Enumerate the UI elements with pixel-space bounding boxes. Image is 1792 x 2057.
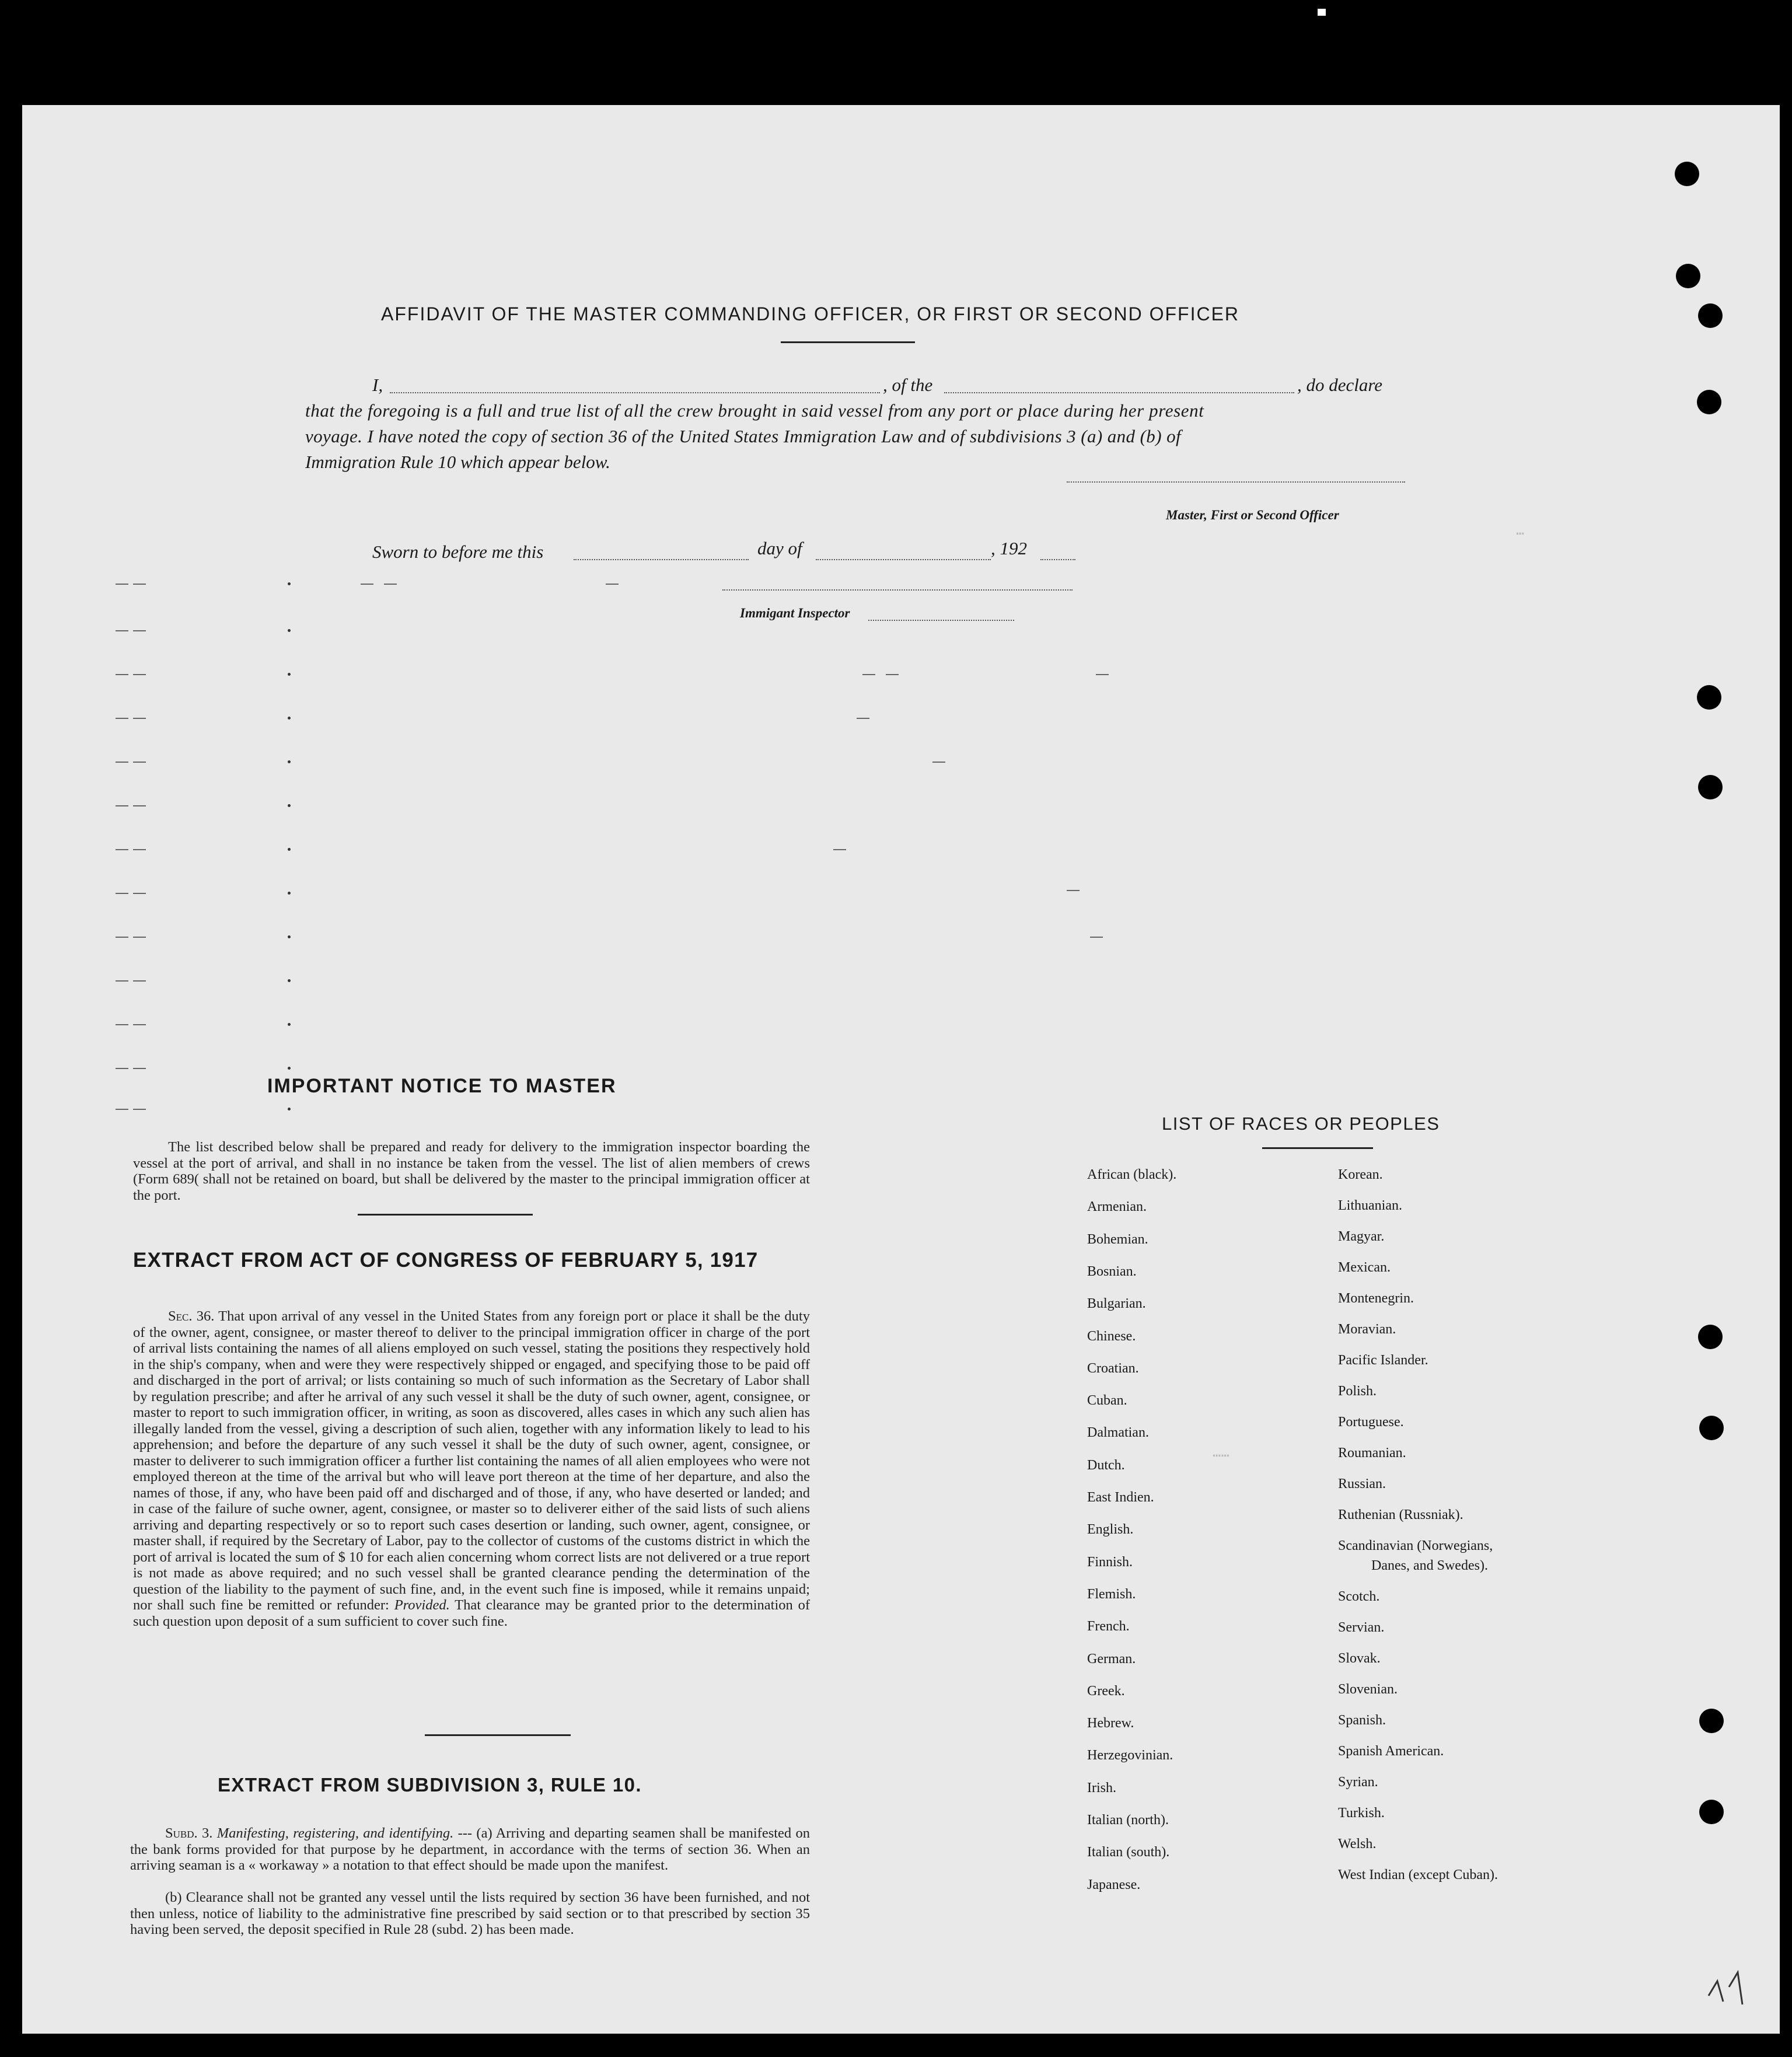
binder-hole bbox=[1698, 775, 1723, 799]
race-item: Japanese. bbox=[1087, 1877, 1141, 1892]
race-item: Portuguese. bbox=[1338, 1415, 1404, 1430]
notice-divider bbox=[358, 1214, 533, 1216]
race-item: Roumanian. bbox=[1338, 1445, 1406, 1461]
affidavit-i: I, bbox=[372, 375, 383, 395]
name-blank[interactable] bbox=[390, 392, 880, 393]
row-dot bbox=[288, 804, 291, 807]
race-item: Greek. bbox=[1087, 1683, 1125, 1699]
row-dash bbox=[116, 674, 128, 675]
race-item: Mexican. bbox=[1338, 1260, 1391, 1275]
row-dash bbox=[133, 805, 146, 806]
row-dot bbox=[288, 935, 291, 938]
race-item: French. bbox=[1087, 1619, 1130, 1635]
row-dash bbox=[1096, 674, 1109, 675]
race-item: Cuban. bbox=[1087, 1393, 1127, 1409]
race-item: East Indien. bbox=[1087, 1490, 1154, 1505]
row-dash bbox=[133, 630, 146, 631]
row-dash bbox=[133, 893, 146, 894]
row-dash bbox=[116, 893, 128, 894]
act-divider bbox=[425, 1734, 571, 1736]
title-underline bbox=[781, 341, 915, 343]
row-dash bbox=[886, 674, 899, 675]
row-dash bbox=[862, 674, 875, 675]
race-item: Korean. bbox=[1338, 1167, 1383, 1182]
row-dash bbox=[133, 1024, 146, 1025]
row-dash bbox=[116, 1109, 128, 1110]
binder-hole bbox=[1699, 1800, 1724, 1824]
rule-para-b: (b) Clearance shall not be granted any vessel until the lists required by section 36 have been furnished, and not then unless, notice of liability to the administrative fine prescribed by said section or to that prescribed by section 35 having been served, the deposit specified in Rule 28 (subd. 2) has been made. bbox=[130, 1890, 810, 1937]
binder-hole bbox=[1698, 303, 1723, 328]
race-item: Slovenian. bbox=[1338, 1682, 1398, 1697]
race-item: Chinese. bbox=[1087, 1328, 1136, 1344]
race-item: Moravian. bbox=[1338, 1322, 1396, 1337]
row-dot bbox=[288, 1067, 291, 1070]
row-dash bbox=[133, 718, 146, 719]
race-item: African (black). bbox=[1087, 1167, 1177, 1182]
race-item: Scotch. bbox=[1338, 1589, 1380, 1604]
rule-para-a bbox=[130, 1825, 810, 1874]
rule-subd-italic: Manifesting, registering, and identifying. bbox=[216, 1825, 454, 1841]
row-dash bbox=[116, 805, 128, 806]
race-item: English. bbox=[1087, 1522, 1134, 1538]
race-item: West Indian (except Cuban). bbox=[1338, 1867, 1498, 1883]
race-item: Russian. bbox=[1338, 1476, 1386, 1492]
row-dash bbox=[116, 630, 128, 631]
binder-hole bbox=[1676, 264, 1700, 288]
race-item: Bohemian. bbox=[1087, 1231, 1148, 1247]
binder-hole bbox=[1697, 685, 1721, 710]
race-item: Finnish. bbox=[1087, 1554, 1133, 1570]
race-item: Servian. bbox=[1338, 1620, 1385, 1635]
race-item: Spanish American. bbox=[1338, 1744, 1444, 1759]
signature-line[interactable] bbox=[1067, 481, 1405, 483]
rule-para-a-text: --- (a) Arriving and departing seamen shall be manifested on the bank forms provided for that purpose by he department, in accordance with the terms of section 36. When an arriving seaman is a « workaway » a notation to that effect should be made upon the manifest. bbox=[130, 1825, 811, 1873]
row-dash bbox=[361, 584, 373, 585]
race-item: Irish. bbox=[1087, 1780, 1116, 1796]
rule-subd-label: Subd. 3. bbox=[165, 1825, 213, 1841]
act-text-end: That clearance may be granted prior to the determination of such question upon deposit of a sum sufficient to cover such fine. bbox=[133, 1597, 811, 1629]
act-body bbox=[133, 1308, 810, 1629]
act-text: That upon arrival of any vessel in the United States from any foreign port or place it shall be the duty of the owner, agent, consignee, or master thereof to deliver to the principal immigration officer in charge of the port of arrival lists containing the names of all aliens employed on such vessel, stating the positions they respectively hold in the ship's company, when and were they were respectively shipped or engaged, and specifying those to be paid off and discharged in the port of arrival; or lists containing so much of such information as the Secretary of Labor shall by regulation prescribe; and after he arrival of any such vessel it shall be the duty of such owner, agent, consignee, or master to report to such immigration officer, in writing, as soon as discovered, alles cases in which any such alien has illegally landed from the vessel, giving a description of such alien, together with any information likely to lead to his apprehension; and before the departure of any such vessel it shall be the duty of such owner, agent, consignee, or master to deliverer to such immigration officer a further list containing the names of all alien employees who were not employed thereon at the time of the arrival but who will leave port thereon at the time of her departure, and also the names of those, if any, who have been paid off and discharged and of those, if any, who have deserted or landed; and in case of the failure of suche owner, agent, consignee, or master so to deliverer either of the said lists of such aliens arriving and departing respectively or so to report such cases desertion or landing, such owner, agent, consignee, or master shall, if required by the Secretary of Labor, pay to the collector of customs of the customs district in which the port of arrival is located the sum of $ 10 for each alien concerning whom correct lists are not delivered or a true report is not made as above required; and no such vessel shall be granted clearance pending the determination of the question of the liability to the payment of such fine, and, in the event such fine is imposed, while it remains unpaid; nor shall such fine be remitted or refunder: bbox=[133, 1308, 810, 1613]
row-dot bbox=[288, 1108, 291, 1110]
row-dot bbox=[288, 760, 291, 763]
binder-hole bbox=[1698, 1325, 1723, 1349]
affidavit-line3: voyage. I have noted the copy of section 36 of the United States Immigration Law and of subdivisions 3 (a) and (b) of bbox=[305, 426, 1181, 446]
row-dot bbox=[288, 848, 291, 851]
race-item: Scandinavian (Norwegians, bbox=[1338, 1538, 1493, 1553]
day-of: day of bbox=[757, 538, 802, 558]
row-dash bbox=[833, 849, 846, 850]
row-dot bbox=[288, 892, 291, 895]
races-divider bbox=[1262, 1147, 1373, 1149]
race-item: Dutch. bbox=[1087, 1457, 1125, 1473]
row-dash bbox=[133, 980, 146, 982]
race-item: Syrian. bbox=[1338, 1775, 1378, 1790]
day-blank[interactable] bbox=[574, 559, 749, 560]
notice-title: IMPORTANT NOTICE TO MASTER bbox=[267, 1075, 617, 1097]
row-dash bbox=[116, 937, 128, 938]
row-dash bbox=[116, 1068, 128, 1069]
year-blank[interactable] bbox=[1040, 559, 1075, 560]
ghost-mark: ⋯ bbox=[1516, 527, 1525, 543]
inspector-label: Immigant Inspector bbox=[740, 606, 850, 620]
row-dash bbox=[133, 674, 146, 675]
row-dash bbox=[116, 718, 128, 719]
row-dash bbox=[116, 584, 128, 585]
ghost-mark: ⋯⋯ bbox=[1213, 1449, 1229, 1465]
row-dash bbox=[133, 584, 146, 585]
row-dash bbox=[133, 937, 146, 938]
race-item: Pacific Islander. bbox=[1338, 1353, 1428, 1368]
race-item: Flemish. bbox=[1087, 1586, 1136, 1602]
notice-body: The list described below shall be prepared and ready for delivery to the immigration inspector boarding the vessel at the port of arrival, and shall in no instance be taken from the vessel. The list of alien members of crews (Form 689( shall not be retained on board, but shall be delivered by the master to the principal immigration officer at the port. bbox=[133, 1139, 810, 1203]
binder-hole bbox=[1699, 1709, 1724, 1733]
binder-hole bbox=[1675, 162, 1699, 186]
affidavit-line4: Immigration Rule 10 which appear below. bbox=[305, 452, 610, 472]
month-blank[interactable] bbox=[816, 559, 991, 560]
race-item: Turkish. bbox=[1338, 1805, 1385, 1821]
row-dot bbox=[288, 673, 291, 676]
races-title: LIST OF RACES OR PEOPLES bbox=[1162, 1113, 1440, 1134]
race-item: Ruthenian (Russniak). bbox=[1338, 1507, 1463, 1522]
race-item: Welsh. bbox=[1338, 1836, 1377, 1852]
race-item: Slovak. bbox=[1338, 1651, 1381, 1666]
row-dash bbox=[606, 584, 619, 585]
race-item: Danes, and Swedes). bbox=[1371, 1558, 1488, 1573]
handwritten-mark bbox=[1703, 1961, 1755, 2019]
inspector-line[interactable] bbox=[722, 589, 1073, 591]
row-dash bbox=[932, 762, 945, 763]
binder-hole bbox=[1697, 390, 1721, 414]
race-item: Montenegrin. bbox=[1338, 1291, 1414, 1306]
inspector-blank[interactable] bbox=[868, 620, 1014, 621]
binder-hole bbox=[1699, 1416, 1724, 1440]
act-title: EXTRACT FROM ACT OF CONGRESS OF FEBRUARY 5, 1917 bbox=[133, 1249, 759, 1272]
row-dash bbox=[1090, 937, 1103, 938]
race-item: Lithuanian. bbox=[1338, 1198, 1402, 1213]
race-item: Armenian. bbox=[1087, 1199, 1147, 1215]
row-dot bbox=[288, 582, 291, 585]
race-item: Italian (south). bbox=[1087, 1845, 1170, 1860]
edge-mark bbox=[1318, 9, 1326, 16]
row-dot bbox=[288, 979, 291, 982]
race-item: German. bbox=[1087, 1651, 1136, 1667]
race-item: Magyar. bbox=[1338, 1229, 1385, 1244]
row-dash bbox=[133, 849, 146, 850]
race-item: Croatian. bbox=[1087, 1360, 1139, 1376]
rule-title: EXTRACT FROM SUBDIVISION 3, RULE 10. bbox=[218, 1774, 642, 1796]
row-dash bbox=[116, 762, 128, 763]
row-dash bbox=[116, 1024, 128, 1025]
document-page bbox=[22, 105, 1780, 2034]
year-prefix: , 192 bbox=[991, 538, 1027, 558]
row-dash bbox=[133, 1068, 146, 1069]
vessel-blank[interactable] bbox=[944, 392, 1294, 393]
row-dash bbox=[384, 584, 397, 585]
row-dash bbox=[133, 762, 146, 763]
row-dash bbox=[133, 1109, 146, 1110]
race-item: Polish. bbox=[1338, 1384, 1377, 1399]
affidavit-of-the: , of the bbox=[883, 375, 933, 395]
row-dash bbox=[857, 718, 869, 719]
act-provided: Provided. bbox=[394, 1597, 450, 1613]
race-item: Italian (north). bbox=[1087, 1812, 1169, 1828]
race-item: Dalmatian. bbox=[1087, 1425, 1149, 1441]
signature-label: Master, First or Second Officer bbox=[1166, 508, 1339, 522]
race-item: Bosnian. bbox=[1087, 1263, 1137, 1279]
row-dash bbox=[116, 849, 128, 850]
row-dot bbox=[288, 1023, 291, 1026]
race-item: Herzegovinian. bbox=[1087, 1748, 1173, 1763]
affidavit-line2: that the foregoing is a full and true list of all the crew brought in said vessel from any port or place during her present bbox=[305, 400, 1204, 421]
row-dash bbox=[1067, 890, 1080, 891]
race-item: Spanish. bbox=[1338, 1713, 1386, 1728]
row-dash bbox=[116, 980, 128, 982]
race-item: Bulgarian. bbox=[1087, 1296, 1146, 1312]
affidavit-declare: , do declare bbox=[1297, 375, 1383, 395]
race-item: Hebrew. bbox=[1087, 1716, 1134, 1731]
act-sec-label: Sec. 36. bbox=[168, 1308, 215, 1324]
sworn-text: Sworn to before me this bbox=[372, 542, 544, 562]
row-dot bbox=[288, 629, 291, 632]
row-dot bbox=[288, 717, 291, 720]
affidavit-title: AFFIDAVIT OF THE MASTER COMMANDING OFFICER, OR FIRST OR SECOND OFFICER bbox=[381, 303, 1240, 324]
